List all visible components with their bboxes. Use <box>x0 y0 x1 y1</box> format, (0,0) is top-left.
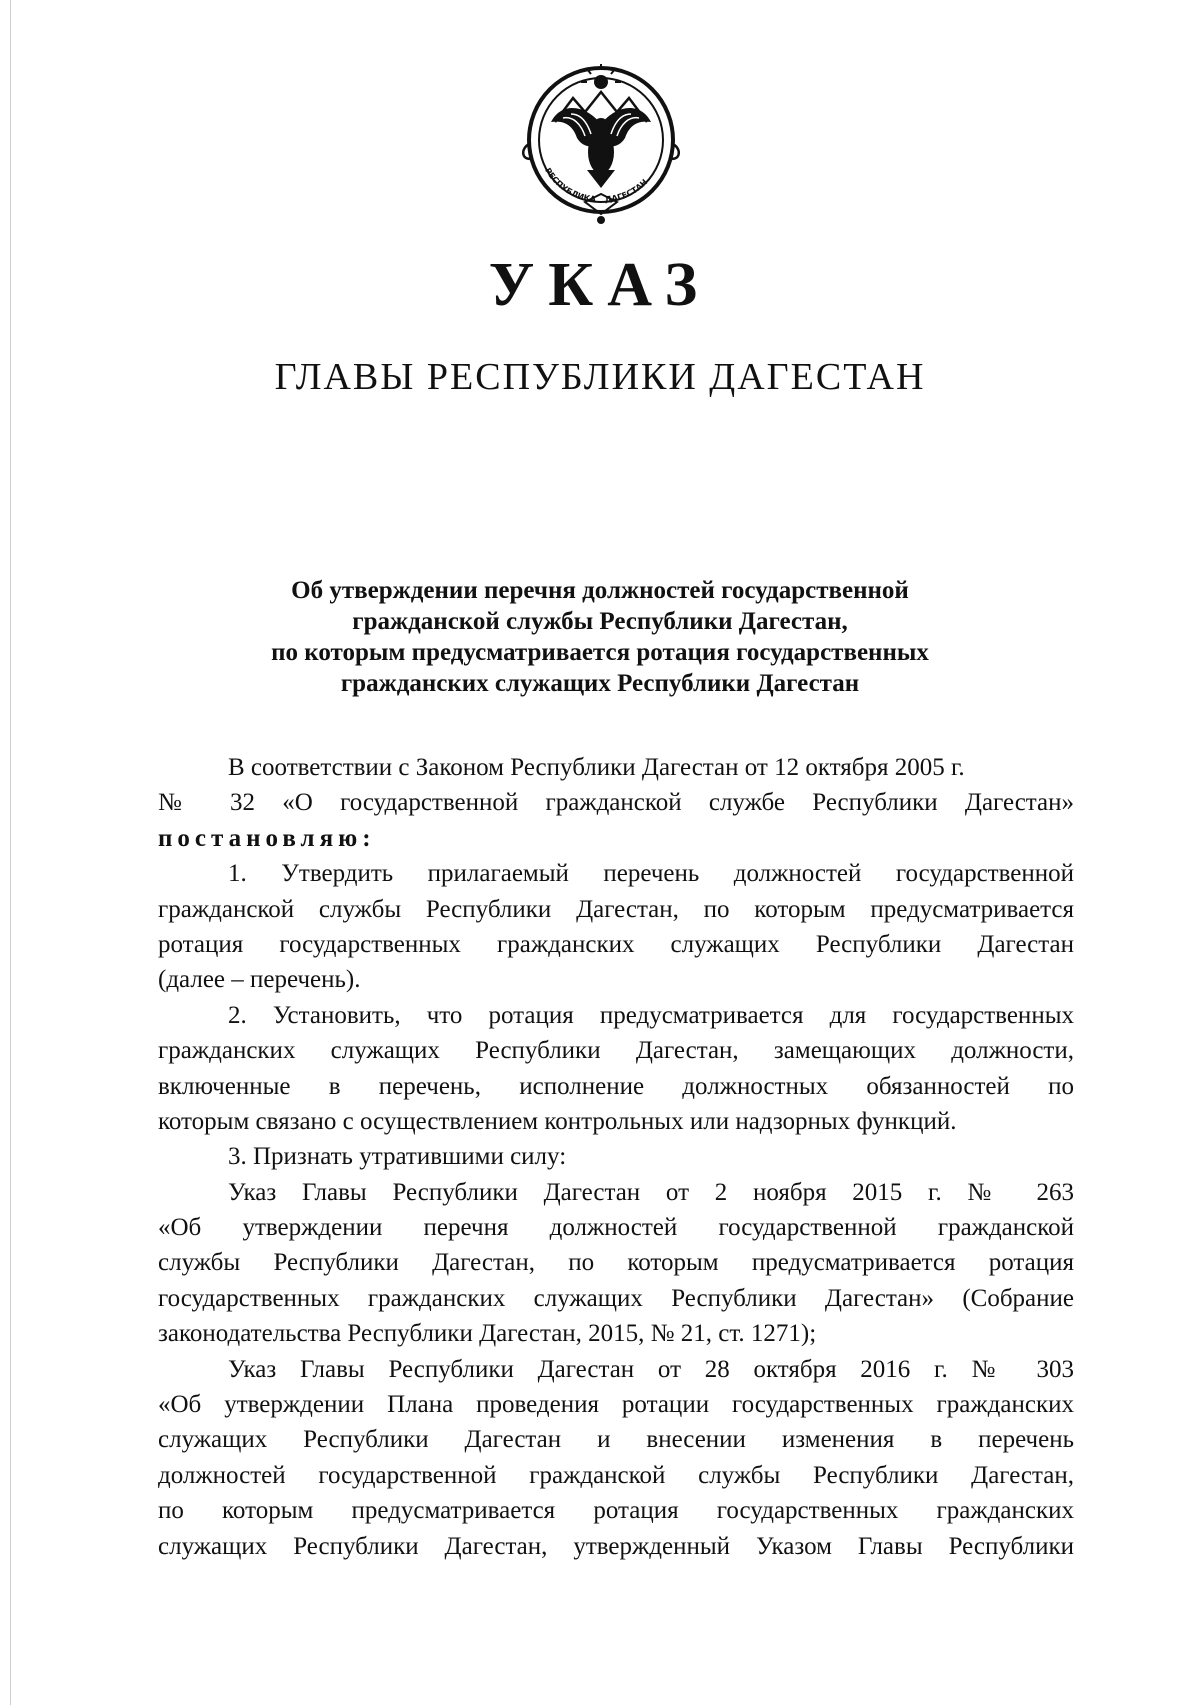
emblem-text-right: ДАГЕСТАН <box>604 177 650 205</box>
text-line: гражданских служащих Республики Дагестан, замещающих должности, <box>158 1037 1074 1065</box>
decree-colon: : <box>362 824 371 852</box>
text-line: «Об утверждении Плана проведения ротации государственных гражданских <box>158 1391 1074 1419</box>
text-line: государственных гражданских служащих Республики Дагестан» (Собрание <box>158 1284 1074 1312</box>
heading-line: по которым предусматривается ротация государственных <box>271 639 929 666</box>
text-line: (далее – перечень). <box>158 966 361 994</box>
preamble-paragraph <box>158 750 1074 856</box>
text-line: службы Республики Дагестан, по которым предусматривается ротация <box>158 1249 1074 1277</box>
text-line: должностей государственной гражданской службы Республики Дагестан, <box>158 1461 1074 1489</box>
text-line: «Об утверждении перечня должностей государственной гражданской <box>158 1214 1074 1242</box>
heading-line: Об утверждении перечня должностей государственной <box>291 577 909 604</box>
heading-line: гражданской службы Республики Дагестан, <box>352 608 848 635</box>
text-line: которым связано с осуществлением контрольных или надзорных функций. <box>158 1107 957 1135</box>
text-line: ротация государственных гражданских служащих Республики Дагестан <box>158 930 1074 958</box>
text-line: 1. Утвердить прилагаемый перечень должностей государственной <box>228 860 1074 888</box>
text-line: 2. Установить, что ротация предусматривается для государственных <box>228 1001 1074 1029</box>
text-line: № 32 «О государственной гражданской службе Республики Дагестан» <box>158 789 1074 817</box>
text-line: служащих Республики Дагестан, утвержденный Указом Главы Республики <box>158 1532 1074 1560</box>
text-line: законодательства Республики Дагестан, 2015, № 21, ст. 1271); <box>158 1320 817 1348</box>
text-line: гражданской службы Республики Дагестан, по которым предусматривается <box>158 895 1074 923</box>
decree-line <box>158 821 1074 856</box>
text-line: В соответствии с Законом Республики Дагестан от 12 октября 2005 г. <box>228 754 965 781</box>
text-line: служащих Республики Дагестан и внесении изменения в перечень <box>158 1426 1074 1454</box>
decree-body <box>158 750 1074 1564</box>
text-line: по которым предусматривается ротация государственных гражданских <box>158 1497 1074 1525</box>
document-title: УКАЗ <box>488 251 712 319</box>
decree-word: постановляю <box>158 824 363 852</box>
text-line: 3. Признать утратившими силу: <box>228 1143 567 1171</box>
clause-3-paragraph <box>158 1139 1074 1174</box>
document-subtitle: ГЛАВЫ РЕСПУБЛИКИ ДАГЕСТАН <box>274 356 926 398</box>
dagestan-coat-of-arms-emblem <box>515 52 687 230</box>
repealed-decree-263-paragraph <box>158 1175 1074 1352</box>
emblem-text-left: РЕСПУБЛИКА <box>543 166 597 204</box>
text-line: Указ Главы Республики Дагестан от 2 ноября 2015 г. № 263 <box>228 1178 1074 1206</box>
heading-line: гражданских служащих Республики Дагестан <box>340 670 860 697</box>
clause-2-paragraph <box>158 998 1074 1140</box>
decree-heading <box>160 575 1040 699</box>
repealed-decree-303-paragraph <box>158 1352 1074 1564</box>
text-line: включенные в перечень, исполнение должностных обязанностей по <box>158 1072 1074 1100</box>
text-line: Указ Главы Республики Дагестан от 28 октября 2016 г. № 303 <box>228 1355 1074 1383</box>
clause-1-paragraph <box>158 856 1074 998</box>
